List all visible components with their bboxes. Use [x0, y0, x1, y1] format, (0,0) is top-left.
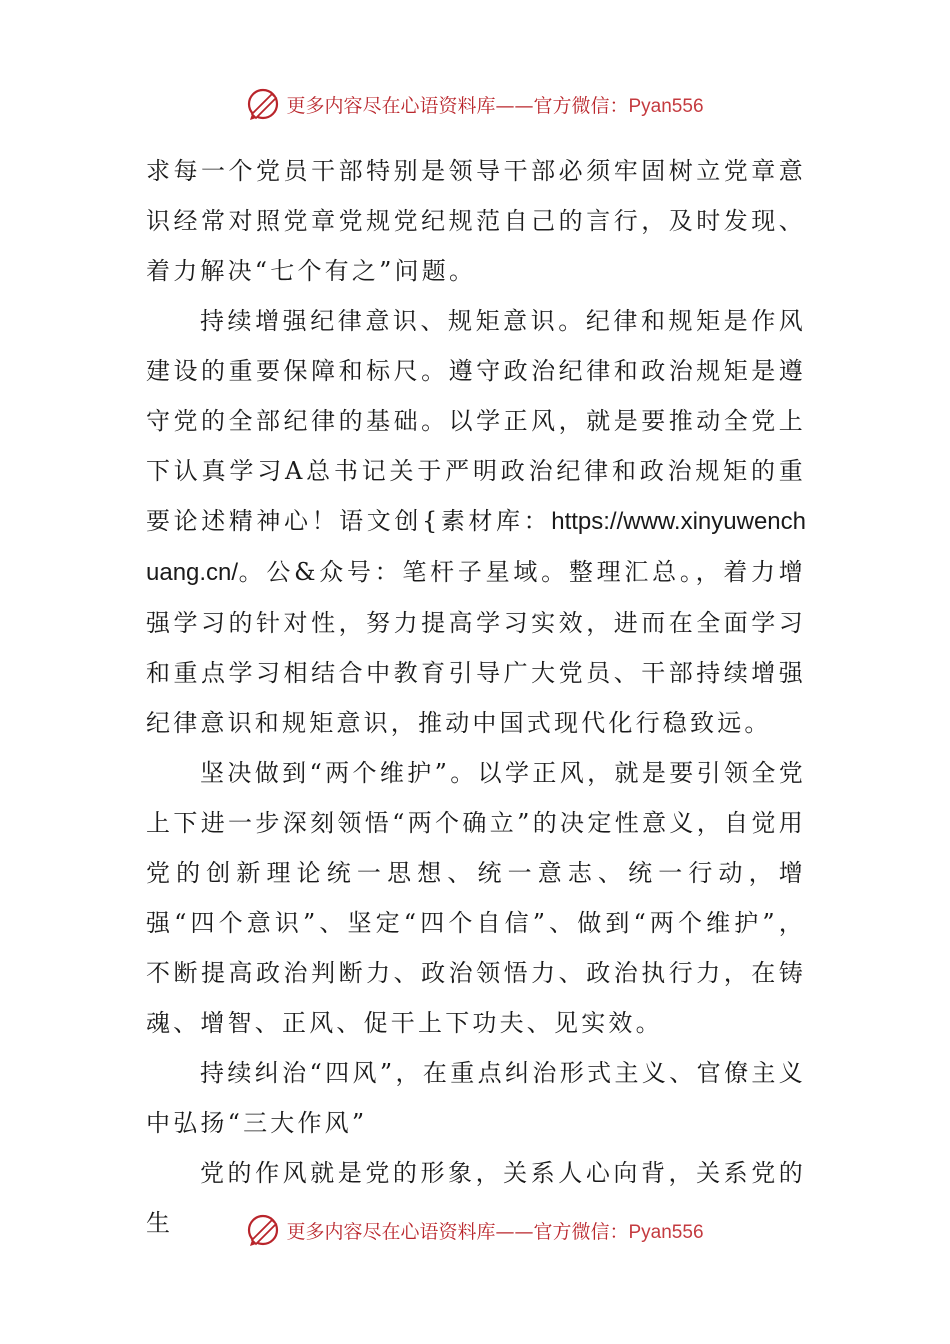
banner-dash: ——	[495, 94, 534, 117]
banner-wechat-label: 官方微信：	[533, 94, 629, 117]
banner-text	[286, 1217, 703, 1244]
banner-wechat-label: 官方微信：	[533, 1220, 629, 1243]
document-body	[146, 146, 806, 1248]
paragraph-1: 求每一个党员干部特别是领导干部必须牢固树立党章意识经常对照党章党规党纪规范自己的言行，及时发现、着力解决“七个有之”问题。	[146, 157, 806, 285]
resource-url: https://www.xinyuwenchuang.cn/	[146, 508, 806, 586]
paragraph-2-part-b: 。公&众号：笔杆子星域。整理汇总。，着力增强学习的针对性，努力提高学习实效，进而在全面学习和重点学习相结合中教育引导广大党员、干部持续增强纪律意识和规矩意识，推动中国式现代化行稳致远。	[146, 558, 806, 737]
header-banner	[0, 84, 950, 124]
pen-logo-icon	[246, 1212, 282, 1248]
paragraph-5: 党的作风就是党的形象，关系人心向背，关系党的生	[146, 1159, 806, 1237]
banner-text	[286, 91, 703, 118]
banner-main: 更多内容尽在心语资料库	[286, 94, 496, 117]
footer-banner	[0, 1210, 950, 1250]
paragraph-4-heading: 持续纠治“四风”，在重点纠治形式主义、官僚主义中弘扬“三大作风”	[146, 1059, 806, 1137]
pen-logo-icon	[246, 86, 282, 122]
banner-wechat-id: Pyan556	[628, 1221, 704, 1243]
banner-dash: ——	[495, 1220, 534, 1243]
paragraph-2-part-a: 持续增强纪律意识、规矩意识。纪律和规矩是作风建设的重要保障和标尺。遵守政治纪律和政治规矩是遵守党的全部纪律的基础。以学正风，就是要推动全党上下认真学习A总书记关于严明政治纪律和政治规矩的重要论述精神心！语文创{素材库：	[146, 307, 806, 535]
banner-wechat-id: Pyan556	[628, 95, 704, 117]
paragraph-2	[146, 296, 806, 748]
paragraph-3: 坚决做到“两个维护”。以学正风，就是要引领全党上下进一步深刻领悟“两个确立”的决定性意义，自觉用党的创新理论统一思想、统一意志、统一行动，增强“四个意识”、坚定“四个自信”、做到“两个维护”，不断提高政治判断力、政治领悟力、政治执行力，在铸魂、增智、正风、促干上下功夫、见实效。	[146, 759, 806, 1037]
banner-main: 更多内容尽在心语资料库	[286, 1220, 496, 1243]
